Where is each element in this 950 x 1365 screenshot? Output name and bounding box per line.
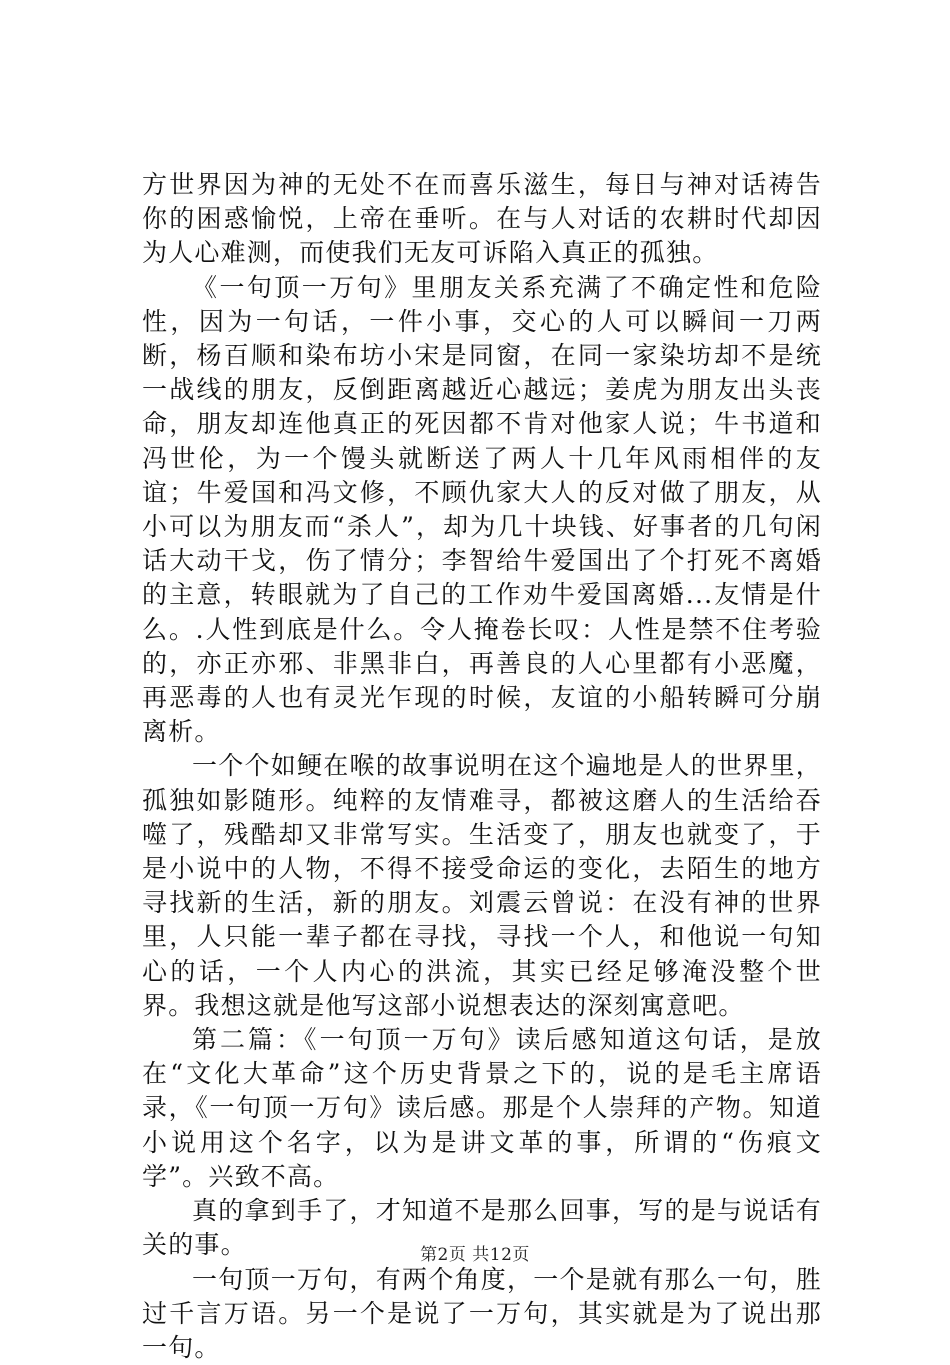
paragraph-continuation: 方世界因为神的无处不在而喜乐滋生，每日与神对话祷告你的困惑愉悦，上帝在垂听。在与人对话的农耕时代却因为人心难测，而使我们无友可诉陷入真正的孤独。 [142, 168, 822, 271]
paragraph-reading: 真的拿到手了，才知道不是那么回事，写的是与说话有关的事。 [142, 1194, 822, 1262]
paragraph-friendship: 《一句顶一万句》里朋友关系充满了不确定性和危险性，因为一句话，一件小事，交心的人可以瞬间一刀两断，杨百顺和染布坊小宋是同窗，在同一家染坊却不是统一战线的朋友，反倒距离越近心越远；姜虎为朋友出头丧命，朋友却连他真正的死因都不肯对他家人说；牛书道和冯世伦，为一个馒头就断送了两人十几年风雨相伴的友谊；牛爱国和冯文修，不顾仇家大人的反对做了朋友，从小可以为朋友而“杀人”，却为几十块钱、好事者的几句闲话大动干戈，伤了情分；李智给牛爱国出了个打死不离婚的主意，转眼就为了自己的工作劝牛爱国离婚...友情是什么。.人性到底是什么。令人掩卷长叹：人性是禁不住考验的，亦正亦邪、非黑非白，再善良的人心里都有小恶魔，再恶毒的人也有灵光乍现的时候，友谊的小船转瞬可分崩离析。 [142, 271, 822, 750]
paragraph-second-article: 第二篇：《一句顶一万句》读后感知道这句话，是放在“文化大革命”这个历史背景之下的，说的是毛主席语录，《一句顶一万句》读后感。那是个人崇拜的产物。知道小说用这个名字，以为是讲文革的事，所谓的“伤痕文学”。兴致不高。 [142, 1023, 822, 1194]
paragraph-two-angles: 一句顶一万句，有两个角度，一个是就有那么一句，胜过千言万语。另一个是说了一万句，其实就是为了说出那一句。 [142, 1263, 822, 1365]
page-number-footer: 第2页 共12页 [0, 1240, 950, 1265]
document-body [142, 168, 822, 1365]
paragraph-loneliness: 一个个如鲠在喉的故事说明在这个遍地是人的世界里，孤独如影随形。纯粹的友情难寻，都被这磨人的生活给吞噬了，残酷却又非常写实。生活变了，朋友也就变了，于是小说中的人物，不得不接受命运的变化，去陌生的地方寻找新的生活，新的朋友。刘震云曾说：在没有神的世界里，人只能一辈子都在寻找，寻找一个人，和他说一句知心的话，一个人内心的洪流，其实已经足够淹没整个世界。我想这就是他写这部小说想表达的深刻寓意吧。 [142, 749, 822, 1023]
